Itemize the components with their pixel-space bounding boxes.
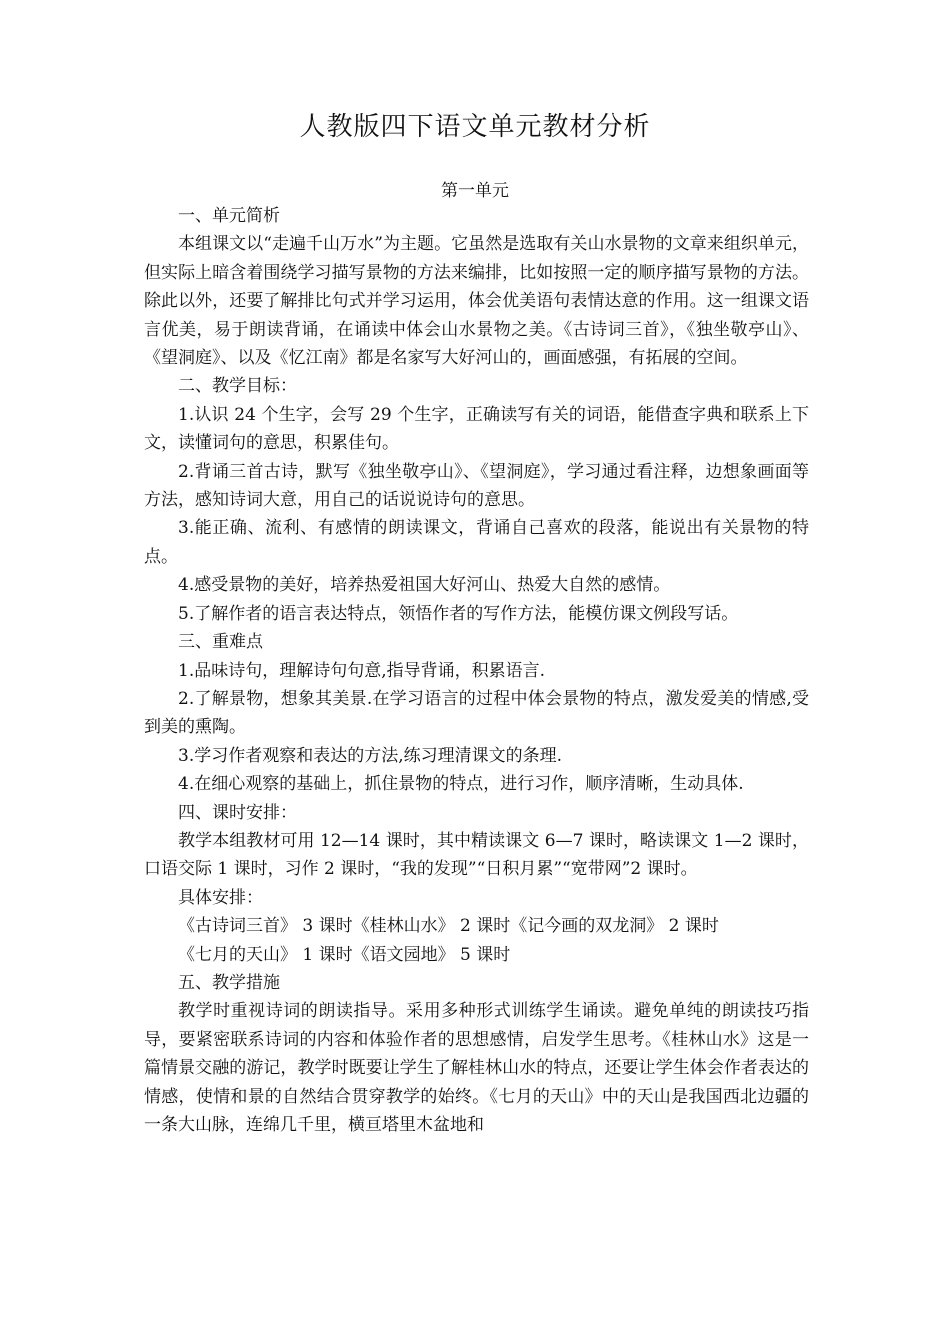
document-body <box>144 202 809 1139</box>
list-item: 2.背诵三首古诗，默写《独坐敬亭山》、《望洞庭》，学习通过看注释，边想象画面等方法，感知诗词大意，用自己的话说说诗句的意思。 <box>144 461 809 511</box>
section-heading: 四、课时安排： <box>178 802 297 823</box>
paragraph: 具体安排： <box>178 887 263 908</box>
section-heading: 二、教学目标： <box>178 376 297 397</box>
paragraph: 教学时重视诗词的朗读指导。采用多种形式训练学生诵读。避免单纯的朗读技巧指导，要紧密联系诗词的内容和体验作者的思想感情，启发学生思考。《桂林山水》这是一篇情景交融的游记，教学时既要让学生了解桂林山水的特点，还要让学生体会作者表达的情感，使情和景的自然结合贯穿教学的始终。《七月的天山》中的天山是我国西北边疆的一条大山脉，连绵几千里，横亘塔里木盆地和 <box>144 1001 809 1135</box>
list-item: 4.在细心观察的基础上，抓住景物的特点，进行习作，顺序清晰，生动具体. <box>178 774 744 795</box>
list-item: 2.了解景物，想象其美景.在学习语言的过程中体会景物的特点，激发爱美的情感,受到美的熏陶。 <box>144 688 809 738</box>
paragraph: 本组课文以“走遍千山万水”为主题。它虽然是选取有关山水景物的文章来组织单元，但实际上暗含着围绕学习描写景物的方法来编排，比如按照一定的顺序描写景物的方法。除此以外，还要了解排比句式并学习运用，体会优美语句表情达意的作用。这一组课文语言优美，易于朗读背诵，在诵读中体会山水景物之美。《古诗词三首》，《独坐敬亭山》、《望洞庭》、以及《忆江南》都是名家写大好河山的，画面感强，有拓展的空间。 <box>144 234 809 369</box>
section-heading: 一、单元简析 <box>178 206 280 226</box>
schedule-line: 《七月的天山》 1 课时《语文园地》 5 课时 <box>178 944 511 965</box>
list-item: 1.品味诗句，理解诗句句意,指导背诵，积累语言. <box>178 660 546 681</box>
list-item: 3.能正确、流利、有感情的朗读课文，背诵自己喜欢的段落，能说出有关景物的特点。 <box>144 518 809 567</box>
schedule-line: 《古诗词三首》 3 课时《桂林山水》 2 课时《记今画的双龙洞》 2 课时 <box>178 916 719 937</box>
list-item: 5.了解作者的语言表达特点，领悟作者的写作方法，能模仿课文例段写话。 <box>178 603 739 624</box>
unit-heading: 第一单元 <box>441 181 509 201</box>
list-item: 3.学习作者观察和表达的方法,练习理清课文的条理. <box>178 745 563 766</box>
document-title: 人教版四下语文单元教材分析 <box>299 112 651 142</box>
list-item: 1.认识 24 个生字，会写 29 个生字，正确读写有关的词语，能借查字典和联系上下文，读懂词句的意思，积累佳句。 <box>144 404 809 454</box>
section-heading: 三、重难点 <box>178 632 263 653</box>
list-item: 4.感受景物的美好，培养热爱祖国大好河山、热爱大自然的感情。 <box>178 575 671 596</box>
section-heading: 五、教学措施 <box>178 972 280 993</box>
paragraph: 教学本组教材可用 12—14 课时，其中精读课文 6—7 课时，略读课文 1—2 课时，口语交际 1 课时，习作 2 课时，“我的发现”“日积月累”“宽带网”2 课时。 <box>144 830 809 880</box>
